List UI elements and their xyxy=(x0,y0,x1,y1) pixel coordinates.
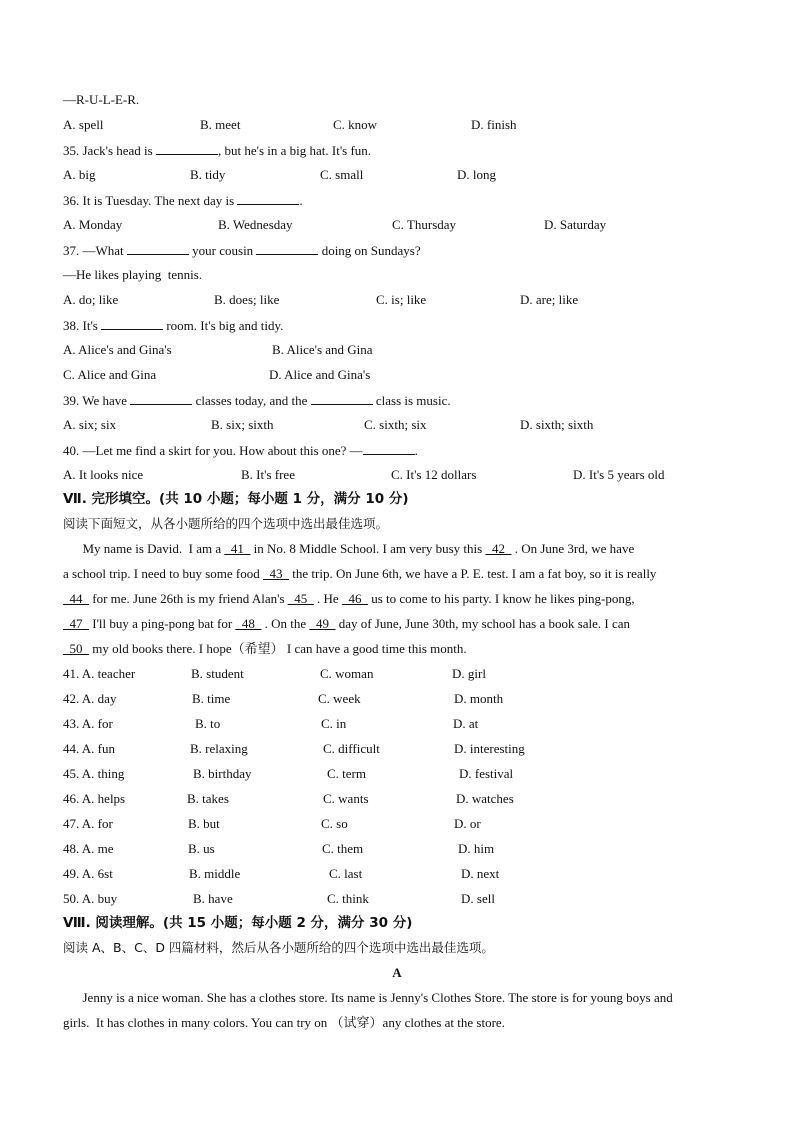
blank-46[interactable]: _46_ xyxy=(341,591,368,606)
question-38-options-row2 xyxy=(63,367,743,383)
cloze-question-50: 50. A. buy B. have C. think D. sell xyxy=(63,891,495,906)
cloze-passage-line: _44_ for me. June 26th is my friend Alan's _45_ . He _46_ us to come to his party. I know he likes ping-pong, xyxy=(63,591,635,606)
option-a: A. Alice's and Gina's xyxy=(63,342,172,357)
option-c: C. Alice and Gina xyxy=(63,367,157,382)
option-c: C. know xyxy=(333,117,378,132)
section-7-heading: Ⅶ. 完形填空。(共 10 小题；每小题 1 分，满分 10 分) xyxy=(63,491,409,507)
question-38-stem: 38. It's room. It's big and tidy. xyxy=(63,318,284,333)
answer-blank[interactable] xyxy=(363,442,415,455)
blank-44[interactable]: _44_ xyxy=(63,591,89,606)
section-7-instruction: 阅读下面短文，从各小题所给的四个选项中选出最佳选项。 xyxy=(63,516,389,531)
blank-45[interactable]: _45_ xyxy=(287,591,314,606)
answer-blank[interactable] xyxy=(127,242,189,255)
cloze-question-46: 46. A. helps B. takes C. wants D. watches xyxy=(63,791,514,806)
blank-41[interactable]: _41_ xyxy=(224,541,251,556)
cloze-question-42: 42. A. day B. time C. week D. month xyxy=(63,691,504,706)
question-36-stem: 36. It is Tuesday. The next day is . xyxy=(63,193,303,208)
cloze-question-43: 43. A. for B. to C. in D. at xyxy=(63,716,479,731)
cloze-question-45: 45. A. thing B. birthday C. term D. festival xyxy=(63,766,514,781)
cloze-passage-line: My name is David. I am a _41_ in No. 8 Middle School. I am very busy this _42_ . On June 3rd, we have xyxy=(63,541,635,556)
reading-part-label: A xyxy=(392,965,402,980)
option-c: C. Thursday xyxy=(392,217,457,232)
option-d: D. It's 5 years old xyxy=(573,467,665,482)
option-b: B. meet xyxy=(200,117,241,132)
option-c: C. It's 12 dollars xyxy=(391,467,477,482)
option-c: C. is; like xyxy=(376,292,427,307)
question-37-options xyxy=(63,292,743,308)
question-39-options xyxy=(63,417,743,433)
blank-50[interactable]: _50_ xyxy=(63,641,89,656)
section-8-instruction: 阅读 A、B、C、D 四篇材料，然后从各小题所给的四个选项中选出最佳选项。 xyxy=(63,940,494,955)
question-35-stem: 35. Jack's head is , but he's in a big hat. It's fun. xyxy=(63,143,372,158)
option-b: B. Alice's and Gina xyxy=(272,342,373,357)
blank-42[interactable]: _42_ xyxy=(485,541,512,556)
question-39-stem: 39. We have classes today, and the class is music. xyxy=(63,393,451,408)
answer-blank[interactable] xyxy=(311,392,373,405)
answer-blank[interactable] xyxy=(101,317,163,330)
question-35-options xyxy=(63,167,743,183)
option-b: B. It's free xyxy=(241,467,295,482)
option-c: C. sixth; six xyxy=(364,417,427,432)
option-d: D. Saturday xyxy=(544,217,607,232)
blank-43[interactable]: _43_ xyxy=(263,566,290,581)
option-d: D. are; like xyxy=(520,292,579,307)
answer-blank[interactable] xyxy=(237,192,299,205)
blank-47[interactable]: _47_ xyxy=(63,616,89,631)
reading-passage-line: girls. It has clothes in many colors. You can try on （试穿）any clothes at the store. xyxy=(63,1015,505,1030)
question-40-options xyxy=(63,467,743,483)
option-b: B. does; like xyxy=(214,292,280,307)
cloze-passage-line: a school trip. I need to buy some food _43_ the trip. On June 6th, we have a P. E. test. I am a fat boy, so it is really xyxy=(63,566,657,581)
question-38-options-row1 xyxy=(63,342,743,358)
option-b: B. tidy xyxy=(190,167,226,182)
option-a: A. Monday xyxy=(63,217,123,232)
option-d: D. finish xyxy=(471,117,517,132)
section-8-heading: Ⅷ. 阅读理解。(共 15 小题；每小题 2 分，满分 30 分) xyxy=(63,915,413,931)
cloze-question-47: 47. A. for B. but C. so D. or xyxy=(63,816,481,831)
question-37-answer: —He likes playing tennis. xyxy=(63,267,203,282)
cloze-question-44: 44. A. fun B. relaxing C. difficult D. interesting xyxy=(63,741,525,756)
option-d: D. sixth; sixth xyxy=(520,417,594,432)
option-a: A. It looks nice xyxy=(63,467,144,482)
option-d: D. Alice and Gina's xyxy=(269,367,371,382)
question-36-options xyxy=(63,217,743,233)
reading-passage-line: Jenny is a nice woman. She has a clothes store. Its name is Jenny's Clothes Store. The store is for young boys and xyxy=(63,990,673,1005)
blank-48[interactable]: _48_ xyxy=(235,616,262,631)
option-d: D. long xyxy=(457,167,496,182)
question-37-stem: 37. —What your cousin doing on Sundays? xyxy=(63,243,421,258)
question-34-stem: —R-U-L-E-R. xyxy=(63,92,140,107)
option-a: A. big xyxy=(63,167,96,182)
option-a: A. spell xyxy=(63,117,104,132)
cloze-passage-line: _50_ my old books there. I hope（希望） I can have a good time this month. xyxy=(63,641,467,656)
question-34-options xyxy=(63,117,743,133)
option-b: B. Wednesday xyxy=(218,217,293,232)
option-a: A. six; six xyxy=(63,417,117,432)
answer-blank[interactable] xyxy=(156,142,218,155)
cloze-passage-line: _47_ I'll buy a ping-pong bat for _48_ . On the _49_ day of June, June 30th, my school has a book sale. I can xyxy=(63,616,631,631)
question-40-stem: 40. —Let me find a skirt for you. How about this one? — . xyxy=(63,443,418,458)
cloze-question-49: 49. A. 6st B. middle C. last D. next xyxy=(63,866,500,881)
cloze-question-41: 41. A. teacher B. student C. woman D. girl xyxy=(63,666,486,681)
answer-blank[interactable] xyxy=(130,392,192,405)
option-a: A. do; like xyxy=(63,292,119,307)
option-c: C. small xyxy=(320,167,364,182)
answer-blank[interactable] xyxy=(256,242,318,255)
cloze-question-48: 48. A. me B. us C. them D. him xyxy=(63,841,495,856)
option-b: B. six; sixth xyxy=(211,417,274,432)
blank-49[interactable]: _49_ xyxy=(309,616,336,631)
